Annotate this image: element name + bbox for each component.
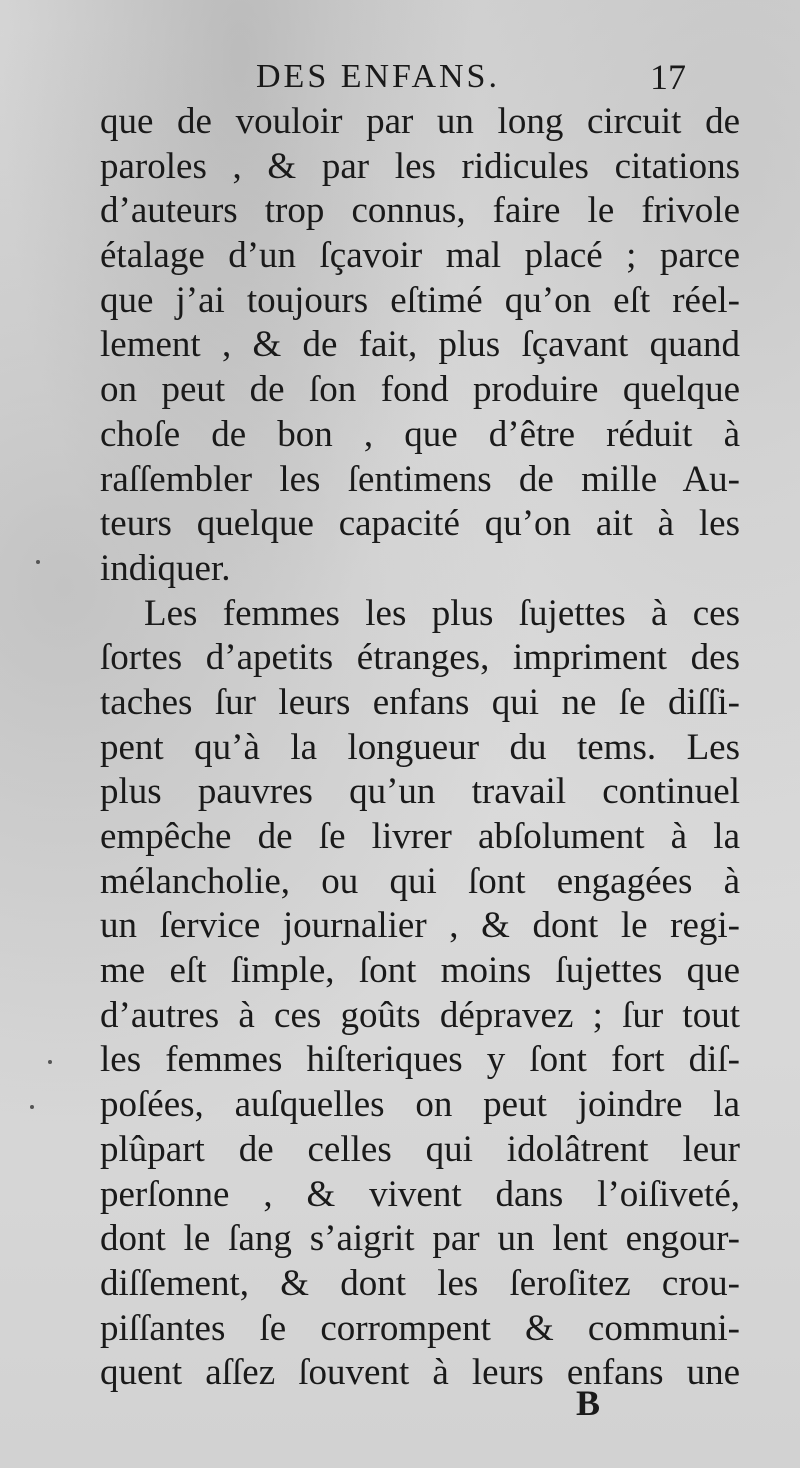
- text-line: paroles , & par les ridicules citations: [100, 145, 740, 187]
- text-line: ſortes d’apetits étranges, impriment des: [100, 637, 740, 679]
- text-line: d’auteurs trop connus, faire le frivole: [100, 190, 740, 232]
- text-line: un ſervice journalier , & dont le regi-: [100, 905, 740, 947]
- text-line: perſonne , & vivent dans l’oiſiveté,: [100, 1173, 740, 1215]
- text-line: que j’ai toujours eſtimé qu’on eſt réel-: [100, 279, 740, 321]
- margin-speck: [48, 1060, 52, 1064]
- text-line: lement , & de fait, plus ſçavant quand: [100, 324, 740, 366]
- text-line: plus pauvres qu’un travail continuel: [100, 771, 740, 813]
- text-line: diſſement, & dont les ſeroſitez crou-: [100, 1262, 740, 1304]
- text-line: poſées, auſquelles on peut joindre la: [100, 1084, 740, 1126]
- margin-speck: [36, 560, 40, 564]
- text-line: on peut de ſon fond produire quelque: [100, 369, 740, 411]
- text-line: piſſantes ſe corrompent & communi-: [100, 1307, 740, 1349]
- margin-speck: [30, 1105, 34, 1109]
- text-line: taches ſur leurs enfans qui ne ſe diſſi-: [100, 681, 740, 723]
- text-line: dont le ſang s’aigrit par un lent engour-: [100, 1218, 740, 1260]
- text-line: me eſt ſimple, ſont moins ſujettes que: [100, 950, 740, 992]
- text-line: teurs quelque capacité qu’on ait à les: [100, 503, 740, 545]
- running-title: DES ENFANS.: [256, 58, 500, 95]
- text-line: empêche de ſe livrer abſolument à la: [100, 816, 740, 857]
- text-line: quent aſſez ſouvent à leurs enfans une: [100, 1352, 740, 1394]
- page-number: 17: [650, 57, 686, 97]
- text-line: choſe de bon , que d’être réduit à: [100, 413, 740, 455]
- text-line: mélancholie, ou qui ſont engagées à: [100, 860, 740, 902]
- text-line: pent qu’à la longueur du tems. Les: [100, 726, 740, 768]
- text-line: les femmes hiſteriques y ſont fort diſ-: [100, 1039, 740, 1081]
- text-line: étalage d’un ſçavoir mal placé ; parce: [100, 235, 740, 277]
- paragraph-end-line: indiquer.: [100, 547, 231, 589]
- paragraph-first-line: Les femmes les plus ſujettes à ces: [144, 592, 740, 634]
- body-text: [100, 100, 740, 1396]
- text-line: que de vouloir par un long circuit de: [100, 101, 740, 142]
- text-line: d’autres à ces goûts dépravez ; ſur tout: [100, 994, 740, 1036]
- page-header: [0, 52, 800, 102]
- text-line: plûpart de celles qui idolâtrent leur: [100, 1128, 740, 1170]
- text-line: raſſembler les ſentimens de mille Au-: [100, 458, 740, 500]
- signature-mark: B: [576, 1383, 601, 1423]
